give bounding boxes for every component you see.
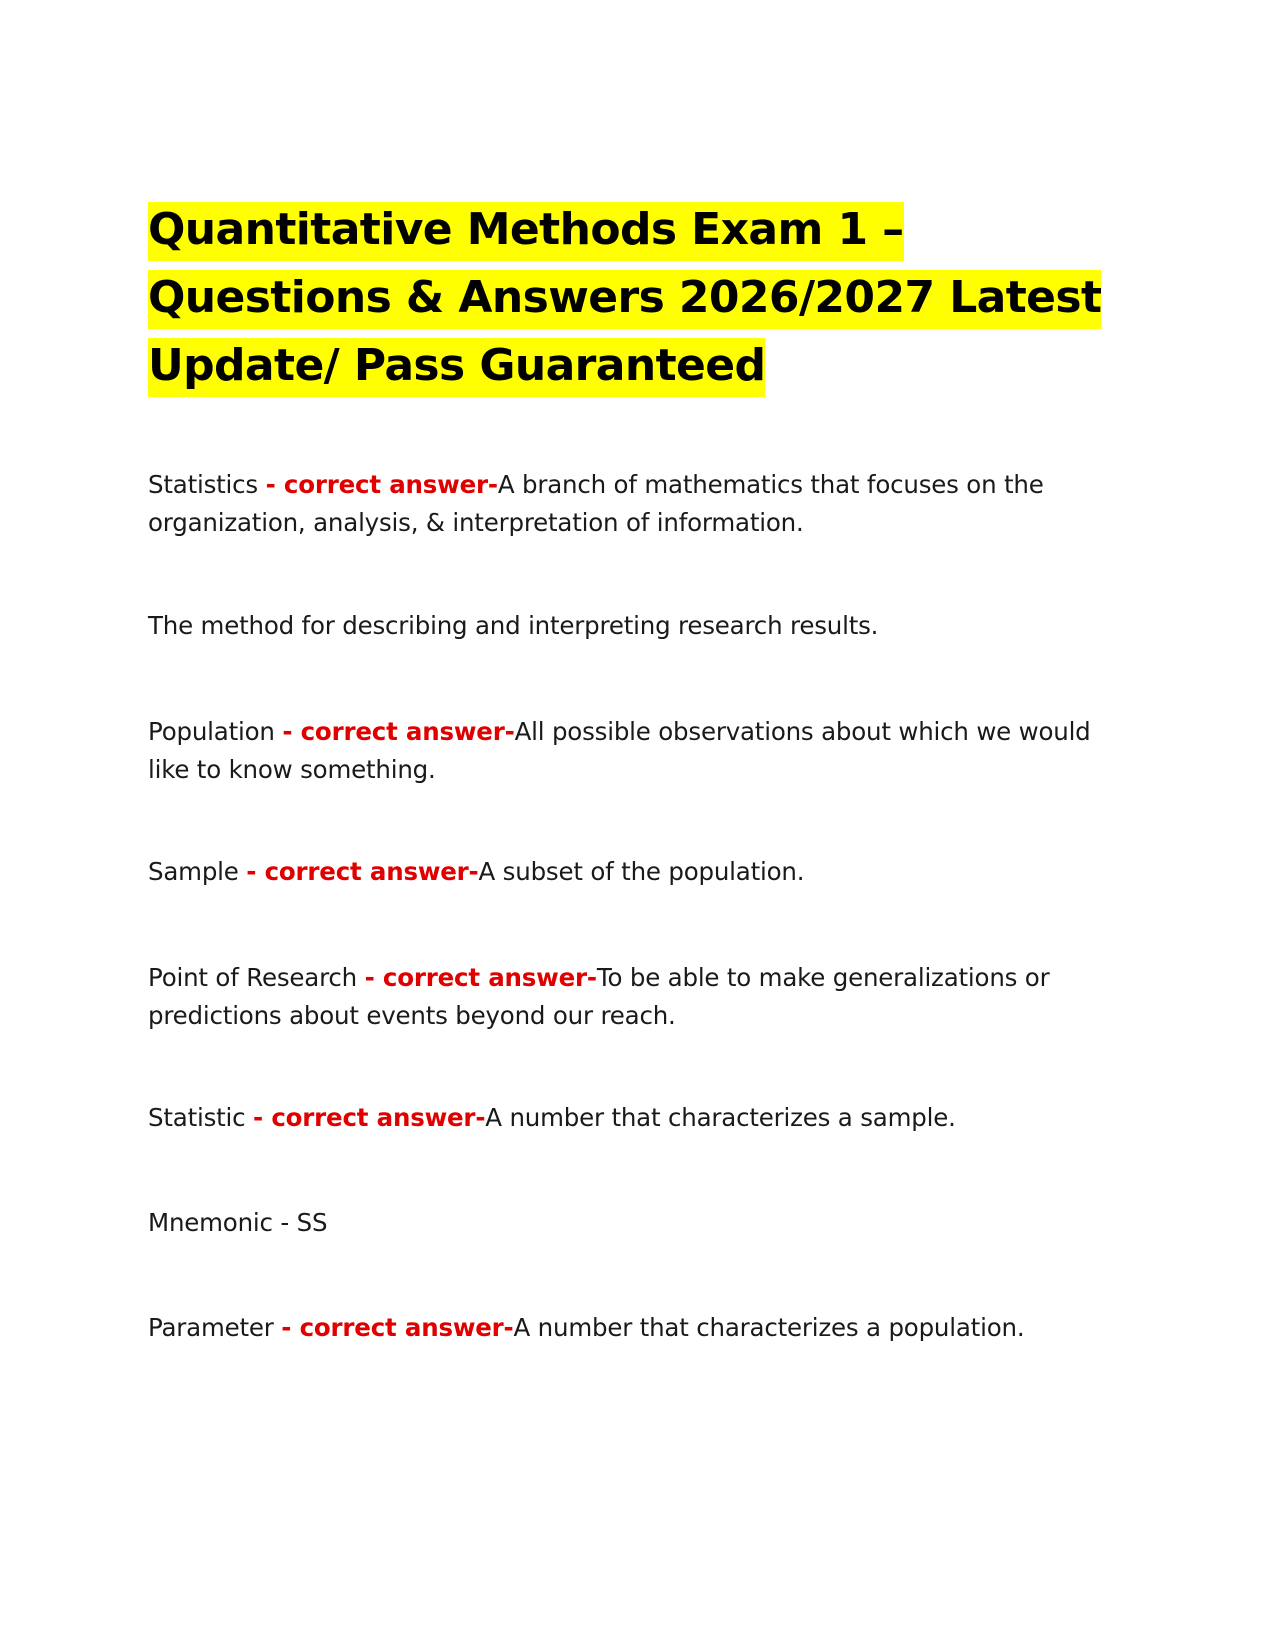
- entry-sample: [148, 853, 1108, 891]
- entry-population: [148, 713, 1108, 789]
- entry-term: Population: [148, 717, 283, 746]
- answer-separator: - correct answer-: [253, 1103, 486, 1132]
- entry-mnemonic: [148, 1204, 1108, 1242]
- entry-term: Statistics: [148, 470, 266, 499]
- entry-definition: A branch of mathematics that focuses on the organization, analysis, & interpretation of information.: [148, 470, 1044, 537]
- entry-term: Statistic: [148, 1103, 254, 1132]
- entry-definition: All possible observations about which we would like to know something.: [148, 717, 1091, 784]
- entry-term: Point of Research: [148, 963, 365, 992]
- entry-definition: The method for describing and interpreting research results.: [148, 611, 879, 640]
- answer-separator: - correct answer-: [265, 470, 498, 499]
- entry-statistics: [148, 466, 1108, 542]
- answer-separator: - correct answer-: [246, 857, 479, 886]
- title-highlight: Quantitative Methods Exam 1 – Questions & Answers 2026/2027 Latest Update/ Pass Guaranteed: [148, 202, 1101, 397]
- entry-parameter: [148, 1309, 1108, 1347]
- entry-definition: A subset of the population.: [478, 857, 805, 886]
- entry-statistics-continued: [148, 607, 1108, 645]
- entry-term: Sample: [148, 857, 247, 886]
- entry-definition: A number that characterizes a sample.: [485, 1103, 956, 1132]
- answer-separator: - correct answer-: [281, 1313, 514, 1342]
- entry-definition: To be able to make generalizations or predictions about events beyond our reach.: [148, 963, 1050, 1030]
- answer-separator: - correct answer-: [364, 963, 597, 992]
- answer-separator: - correct answer-: [282, 717, 515, 746]
- entry-term: Parameter: [148, 1313, 282, 1342]
- entry-definition: Mnemonic - SS: [148, 1208, 328, 1237]
- entry-point-of-research: [148, 959, 1108, 1035]
- entry-statistic: [148, 1099, 1108, 1137]
- document-title: [148, 196, 1108, 400]
- entry-definition: A number that characterizes a population.: [513, 1313, 1025, 1342]
